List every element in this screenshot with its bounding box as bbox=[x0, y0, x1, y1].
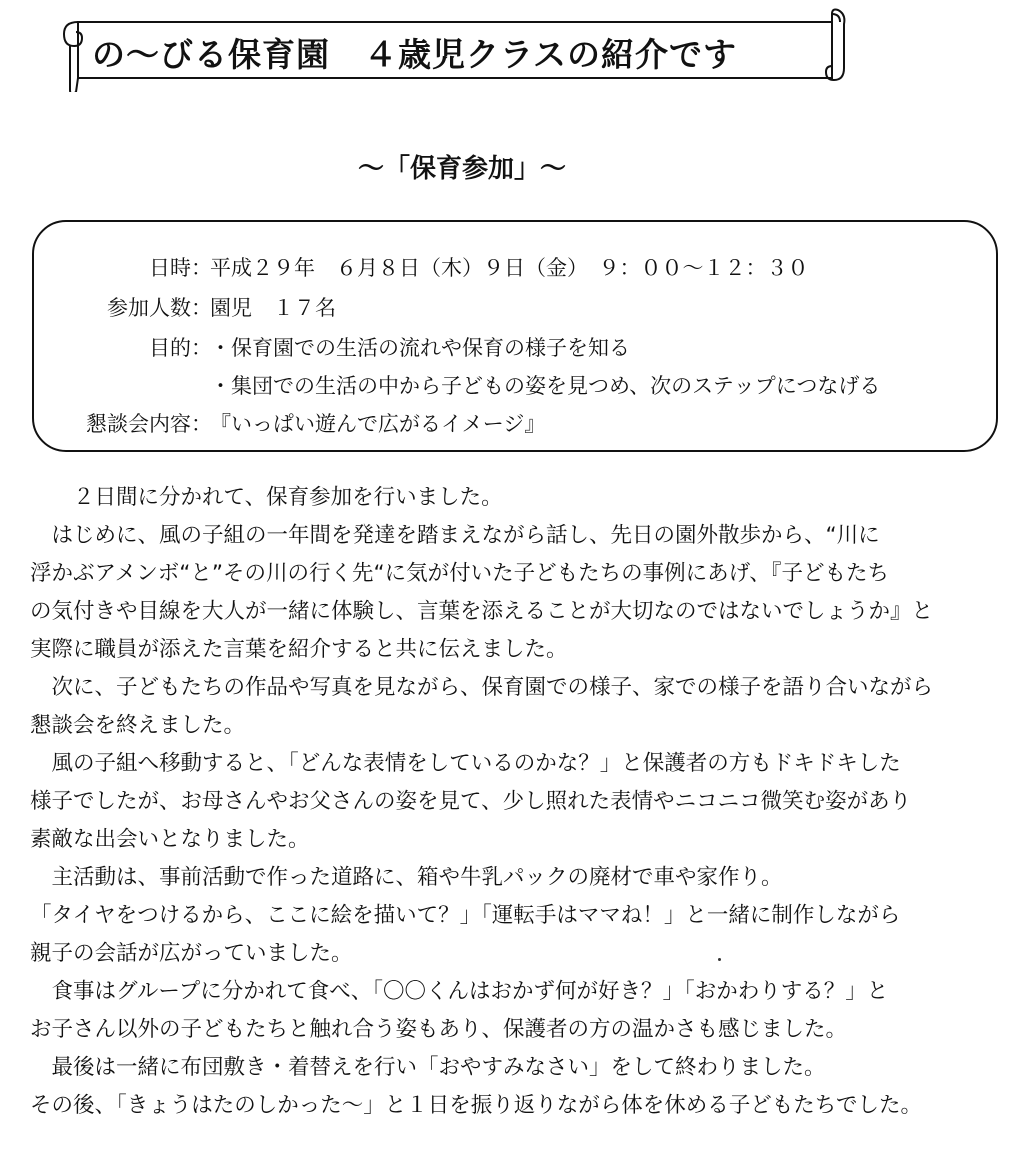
body-line: 様子でしたが、お母さんやお父さんの姿を見て、少し照れた表情やニコニコ微笑む姿があり bbox=[30, 789, 912, 814]
info-row-participants bbox=[34, 290, 994, 326]
body-line: 浮かぶアメンボ“と”その川の行く先“に気が付いた子どもたちの事例にあげ、『子どもたち bbox=[30, 561, 890, 586]
info-row-datetime bbox=[34, 250, 994, 286]
body-line: 親子の会話が広がっていました。 bbox=[30, 941, 353, 966]
info-label: 目的： bbox=[149, 336, 212, 360]
body-line: 次に、子どもたちの作品や写真を見ながら、保育園での様子、家での様子を語り合いながら bbox=[30, 675, 934, 700]
body-line: 風の子組へ移動すると、「どんな表情をしているのかな？」と保護者の方もドキドキした bbox=[30, 751, 901, 776]
title-banner bbox=[62, 8, 852, 92]
info-row-purpose bbox=[34, 330, 994, 366]
info-label: 懇談会内容： bbox=[86, 412, 212, 436]
info-value: 平成２９年 ６月８日（木）９日（金） ９：００～１２：３０ bbox=[210, 256, 809, 280]
info-value: ・集団での生活の中から子どもの姿を見つめ、次のステップにつなげる bbox=[210, 374, 881, 398]
body-line: 主活動は、事前活動で作った道路に、箱や牛乳パックの廃材で車や家作り。 bbox=[30, 865, 783, 890]
event-info-box bbox=[32, 220, 998, 452]
info-row-purpose-2 bbox=[34, 368, 994, 404]
info-label: 日時： bbox=[149, 256, 212, 280]
body-line: 食事はグループに分かれて食べ、「〇〇くんはおかず何が好き？」「おかわりする？」と bbox=[30, 979, 889, 1004]
body-line: 懇談会を終えました。 bbox=[30, 713, 246, 738]
page-title: の～びる保育園 ４歳児クラスの紹介です bbox=[92, 35, 738, 74]
body-line: ２日間に分かれて、保育参加を行いました。 bbox=[30, 485, 503, 510]
info-value: ・保育園での生活の流れや保育の様子を知る bbox=[210, 336, 630, 360]
body-line: 素敵な出会いとなりました。 bbox=[30, 827, 310, 852]
body-line: 実際に職員が添えた言葉を紹介すると共に伝えました。 bbox=[30, 637, 568, 662]
info-value: 園児 １７名 bbox=[210, 296, 336, 320]
body-line: 最後は一緒に布団敷き・着替えを行い「おやすみなさい」をして終わりました。 bbox=[30, 1055, 826, 1080]
body-line: の気付きや目線を大人が一緒に体験し、言葉を添えることが大切なのではないでしょうか』と bbox=[30, 599, 934, 624]
body-line: お子さん以外の子どもたちと触れ合う姿もあり、保護者の方の温かさも感じました。 bbox=[30, 1017, 848, 1042]
body-line: 「タイヤをつけるから、ここに絵を描いて？」「運転手はママね！」と一緒に制作しながら bbox=[30, 903, 901, 928]
info-label: 参加人数： bbox=[107, 296, 212, 320]
body-line: その後、「きょうはたのしかった～」と１日を振り返りながら体を休める子どもたちでした。 bbox=[30, 1093, 923, 1118]
scan-speck bbox=[718, 958, 721, 961]
info-value: 『いっぱい遊んで広がるイメージ』 bbox=[210, 412, 546, 436]
section-subtitle: ～「保育参加」～ bbox=[357, 154, 566, 184]
info-row-meeting-content bbox=[34, 406, 994, 442]
body-line: はじめに、風の子組の一年間を発達を踏まえながら話し、先日の園外散歩から、“川に bbox=[30, 523, 880, 548]
